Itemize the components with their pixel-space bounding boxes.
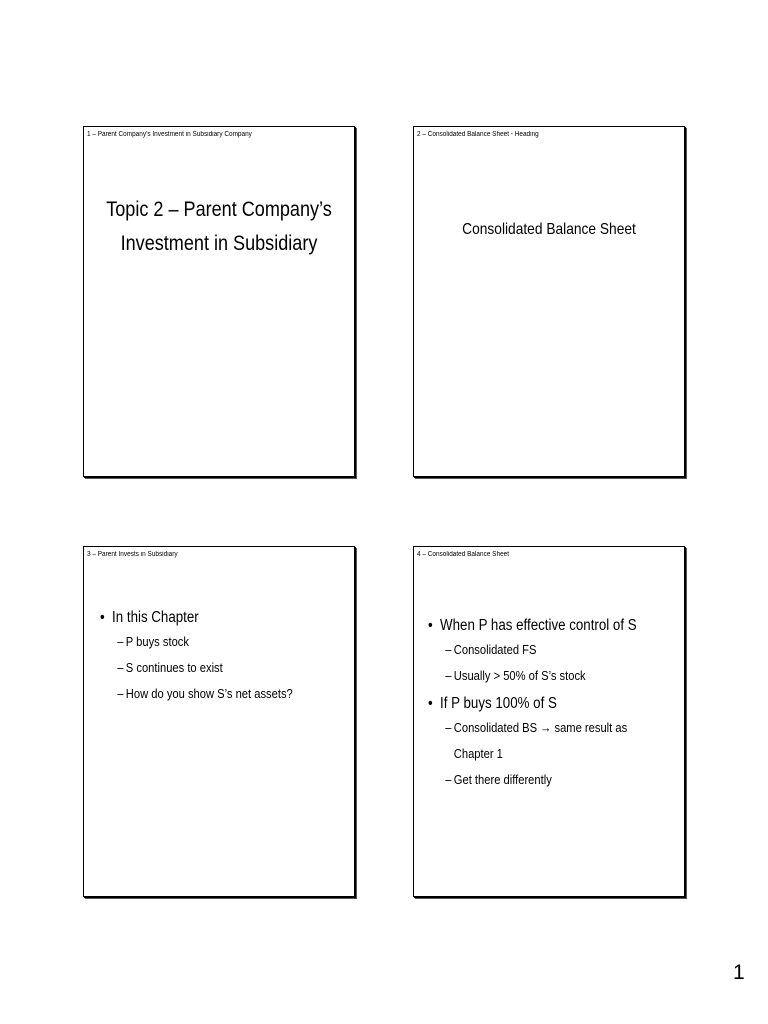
slide-header: 1 – Parent Company’s Investment in Subsidiary Company <box>87 131 252 138</box>
sub-bullet-item: – S continues to exist <box>100 655 315 681</box>
slide-3 <box>83 546 355 897</box>
sub-bullet-item: – Consolidated FS <box>428 637 645 663</box>
slide-title-line: Topic 2 – Parent Company’s <box>106 198 332 221</box>
sub-bullet-item: – Consolidated BS → same result as Chapter 1 <box>428 715 645 767</box>
bullet-item: • If P buys 100% of S <box>428 693 645 715</box>
slide-2 <box>413 126 685 477</box>
slide-title-line: Investment in Subsidiary <box>120 232 318 255</box>
sub-bullet-item: – Get there differently <box>428 767 645 793</box>
sub-bullet-item: – Usually > 50% of S’s stock <box>428 663 645 689</box>
sub-bullet-item: – P buys stock <box>100 629 315 655</box>
slide-header: 3 – Parent Invests in Subsidiary <box>87 551 178 558</box>
slide-title: Consolidated Balance Sheet <box>462 221 636 238</box>
bullet-list <box>428 615 645 793</box>
sub-bullet-item: – How do you show S’s net assets? <box>100 681 315 707</box>
slide-1 <box>83 126 355 477</box>
bullet-item: • When P has effective control of S <box>428 615 645 637</box>
page-number: 1 <box>733 961 745 984</box>
slide-header: 4 – Consolidated Balance Sheet <box>417 551 510 558</box>
bullet-item: • In this Chapter <box>100 607 315 629</box>
slide-4 <box>413 546 685 897</box>
bullet-list <box>100 607 315 707</box>
slide-title <box>103 193 335 261</box>
slide-header: 2 – Consolidated Balance Sheet - Heading <box>417 131 539 138</box>
